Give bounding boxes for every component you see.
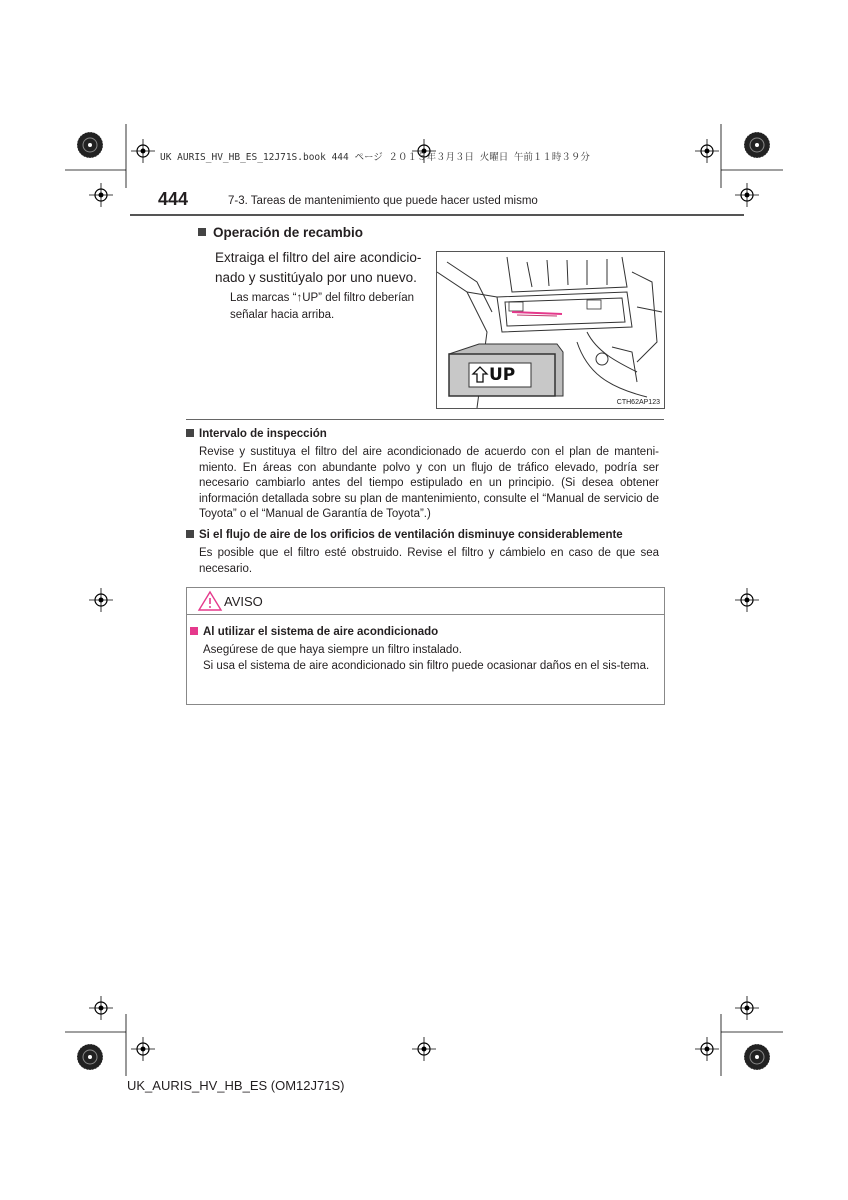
- inspection-heading: [186, 428, 327, 440]
- print-header: UK AURIS_HV_HB_ES_12J71S.book 444 ページ ２０１５年３月３日 火曜日 午前１１時３９分: [160, 152, 590, 163]
- warning-triangle-icon: [197, 590, 223, 612]
- up-label: UP: [489, 365, 516, 385]
- footer-code: UK_AURIS_HV_HB_ES (OM12J71S): [127, 1078, 345, 1093]
- bullet-square: [186, 530, 194, 538]
- filter-drawing: [437, 252, 664, 408]
- bullet-square: [186, 429, 194, 437]
- warning-line2: Si usa el sistema de aire acondicionado sin filtro puede ocasionar daños en el sis-tema.: [203, 660, 650, 672]
- airflow-body: Es posible que el filtro esté obstruido. Revise el filtro y cámbielo en caso de que sea necesario.: [199, 547, 659, 575]
- warning-box: [186, 587, 665, 705]
- warning-header: [187, 588, 664, 615]
- operation-heading-text: Operación de recambio: [213, 225, 364, 240]
- header-rule: [130, 214, 744, 216]
- warning-heading: [190, 626, 438, 638]
- operation-note: Las marcas “↑UP” del filtro deberían señalar hacia arriba.: [230, 292, 415, 321]
- inspection-heading-text: Intervalo de inspección: [199, 428, 327, 440]
- warning-heading-text: Al utilizar el sistema de aire acondicionado: [203, 626, 439, 638]
- filter-illustration: [436, 251, 665, 409]
- warning-label: AVISO: [224, 594, 263, 609]
- figure-code: CTH62AP123: [616, 399, 660, 406]
- inspection-body: Revise y sustituya el filtro del aire acondicionado de acuerdo con el plan de manteni-miento. En áreas con abundante polvo y con un flujo de tráfico elevado, podría ser necesario cambiarlo antes del tiempo estipulado en un principio. (Si desea obtener información detallada sobre su plan de mantenimiento, consulte el “Manual de servicio de Toyota” o el “Manual de Garantía de Toyota”.): [199, 446, 659, 520]
- section-divider: [186, 419, 664, 420]
- warning-line1: Asegúrese de que haya siempre un filtro instalado.: [203, 644, 462, 656]
- page-number: 444: [158, 189, 189, 209]
- operation-heading: [198, 225, 363, 240]
- section-title: 7-3. Tareas de mantenimiento que puede hacer usted mismo: [228, 195, 538, 207]
- warning-bullet: [190, 627, 198, 635]
- bullet-square: [198, 228, 206, 236]
- operation-body: Extraiga el filtro del aire acondicio-nado y sustitúyalo por uno nuevo.: [215, 250, 422, 285]
- airflow-heading: [186, 529, 623, 541]
- airflow-heading-text: Si el flujo de aire de los orificios de ventilación disminuye considerablemente: [199, 529, 623, 541]
